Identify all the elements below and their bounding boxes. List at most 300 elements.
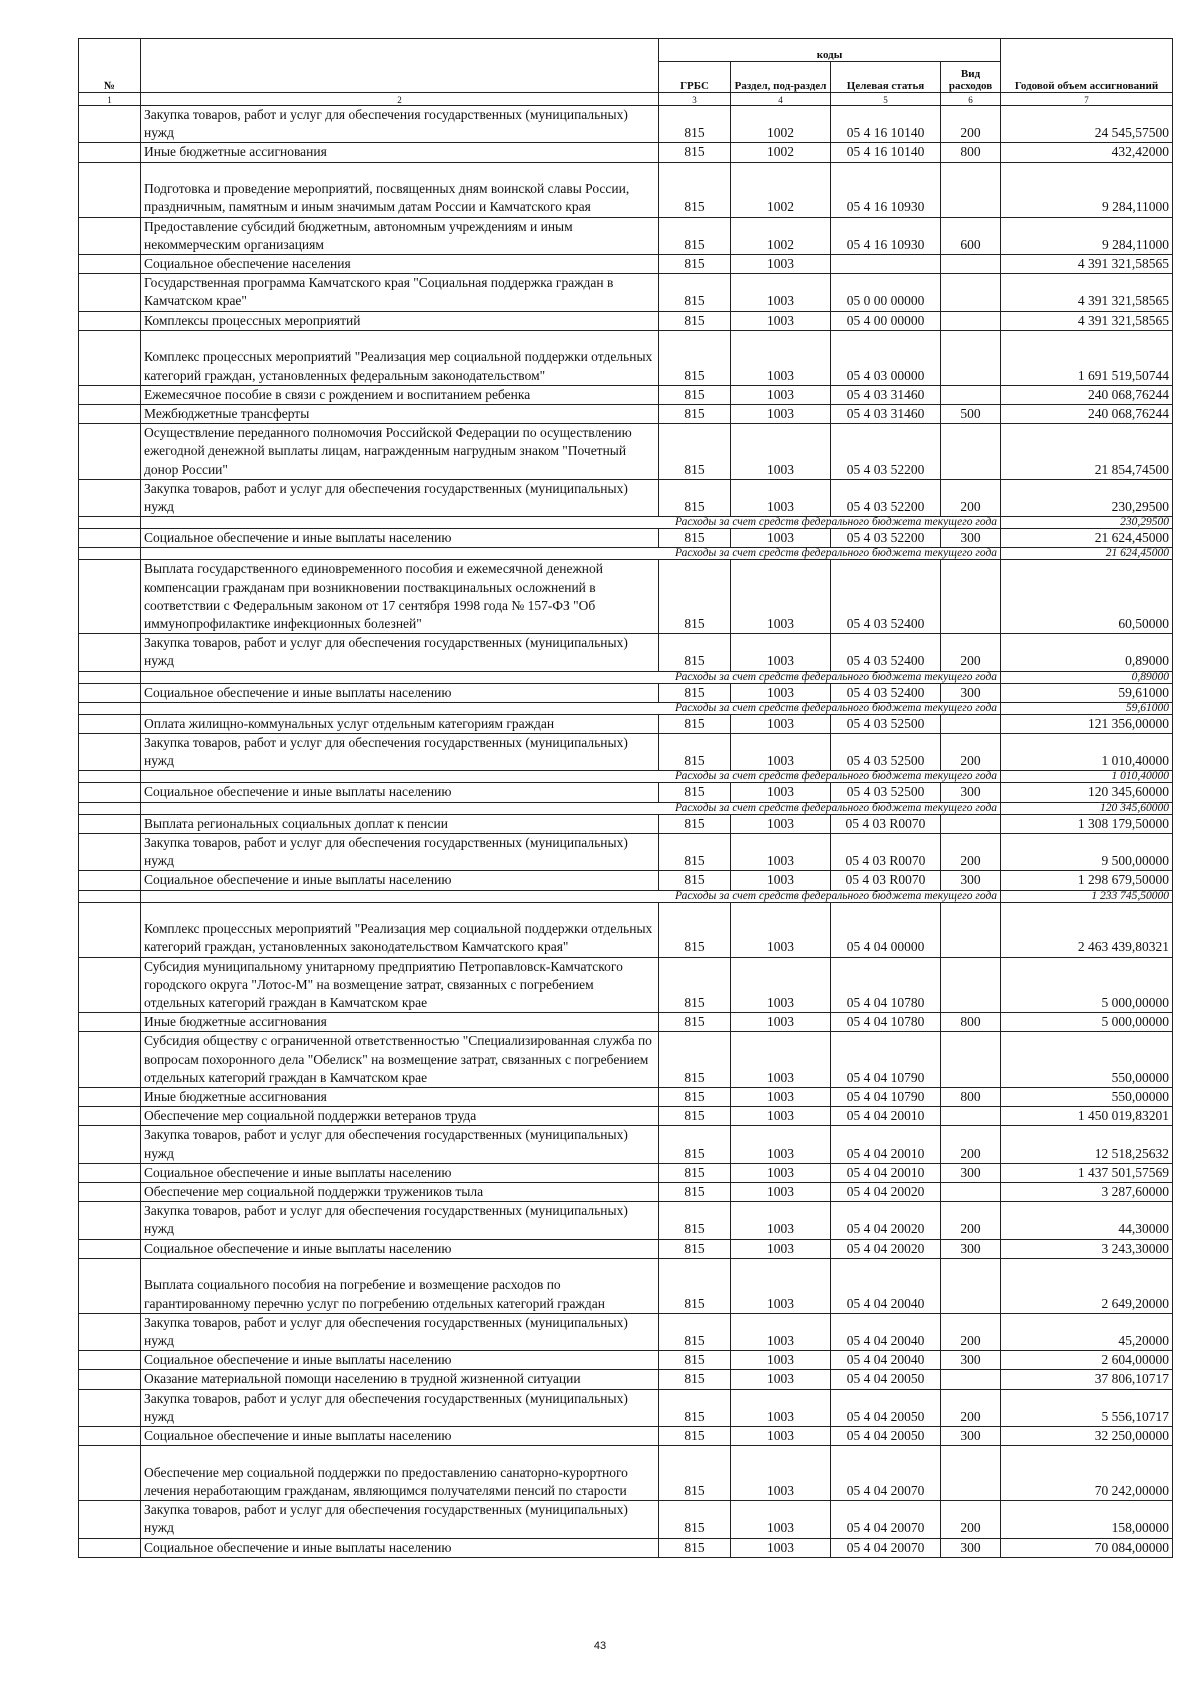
row-grbs: 815 — [659, 106, 731, 143]
row-name: Социальное обеспечение и иные выплаты населению — [141, 1351, 659, 1370]
row-name: Расходы за счет средств федерального бюджета текущего года — [141, 702, 1001, 714]
row-grbs: 815 — [659, 255, 731, 274]
row-section: 1002 — [731, 143, 831, 162]
row-expense-type — [941, 385, 1001, 404]
row-target-article: 05 4 03 31460 — [831, 385, 941, 404]
row-grbs: 815 — [659, 1013, 731, 1032]
row-name: Закупка товаров, работ и услуг для обеспечения государственных (муниципальных) нужд — [141, 734, 659, 771]
row-target-article: 05 4 03 52200 — [831, 529, 941, 548]
row-target-article: 05 4 03 52500 — [831, 714, 941, 733]
table-row — [79, 1501, 1173, 1538]
row-number-cell — [79, 1202, 141, 1239]
table-row — [79, 783, 1173, 802]
row-number-cell — [79, 1107, 141, 1126]
table-row — [79, 1202, 1173, 1239]
row-name: Расходы за счет средств федерального бюджета текущего года — [141, 548, 1001, 560]
row-number-cell — [79, 143, 141, 162]
row-amount: 1 437 501,57569 — [1001, 1163, 1173, 1182]
row-target-article: 05 0 00 00000 — [831, 274, 941, 311]
row-section: 1003 — [731, 479, 831, 516]
row-number-cell — [79, 771, 141, 783]
row-section: 1003 — [731, 871, 831, 890]
row-name: Социальное обеспечение и иные выплаты населению — [141, 1239, 659, 1258]
row-number-cell — [79, 1389, 141, 1426]
table-row — [79, 1107, 1173, 1126]
row-grbs: 815 — [659, 957, 731, 1013]
table-row — [79, 330, 1173, 385]
row-expense-type — [941, 902, 1001, 957]
row-amount: 21 624,45000 — [1001, 529, 1173, 548]
row-expense-type: 800 — [941, 143, 1001, 162]
row-section: 1003 — [731, 714, 831, 733]
row-section: 1003 — [731, 330, 831, 385]
row-amount: 0,89000 — [1001, 671, 1173, 683]
row-number-cell — [79, 1258, 141, 1313]
row-name: Обеспечение мер социальной поддержки ветеранов труда — [141, 1107, 659, 1126]
row-target-article — [831, 255, 941, 274]
row-number-cell — [79, 1501, 141, 1538]
row-amount: 1 450 019,83201 — [1001, 1107, 1173, 1126]
table-row — [79, 1032, 1173, 1088]
row-name: Расходы за счет средств федерального бюджета текущего года — [141, 802, 1001, 814]
row-name: Осуществление переданного полномочия Российской Федерации по осуществлению ежегодной денежной выплаты лицам, награжденным нагрудным знаком "Почетный донор России" — [141, 424, 659, 480]
row-grbs: 815 — [659, 871, 731, 890]
row-section: 1003 — [731, 405, 831, 424]
row-amount: 121 356,00000 — [1001, 714, 1173, 733]
row-name: Социальное обеспечение и иные выплаты населению — [141, 1538, 659, 1557]
table-row — [79, 1013, 1173, 1032]
table-row — [79, 814, 1173, 833]
row-section: 1003 — [731, 1107, 831, 1126]
row-expense-type: 200 — [941, 734, 1001, 771]
row-name: Расходы за счет средств федерального бюджета текущего года — [141, 671, 1001, 683]
table-row — [79, 560, 1173, 634]
row-grbs: 815 — [659, 1351, 731, 1370]
row-amount: 70 242,00000 — [1001, 1446, 1173, 1501]
row-amount: 230,29500 — [1001, 517, 1173, 529]
row-expense-type: 300 — [941, 1426, 1001, 1445]
row-section: 1003 — [731, 1446, 831, 1501]
row-number-cell — [79, 1446, 141, 1501]
table-row — [79, 1446, 1173, 1501]
row-name: Расходы за счет средств федерального бюджета текущего года — [141, 771, 1001, 783]
row-target-article: 05 4 03 52200 — [831, 424, 941, 480]
row-amount: 240 068,76244 — [1001, 385, 1173, 404]
row-number-cell — [79, 1087, 141, 1106]
row-name: Закупка товаров, работ и услуг для обеспечения государственных (муниципальных) нужд — [141, 479, 659, 516]
row-section: 1003 — [731, 833, 831, 870]
row-section: 1003 — [731, 634, 831, 671]
row-number-cell — [79, 405, 141, 424]
row-target-article: 05 4 03 R0070 — [831, 833, 941, 870]
row-grbs: 815 — [659, 1258, 731, 1313]
row-number-cell — [79, 1163, 141, 1182]
table-row — [79, 1182, 1173, 1201]
page-number: 43 — [593, 1640, 607, 1652]
table-row — [79, 1258, 1173, 1313]
row-number-cell — [79, 671, 141, 683]
table-row — [79, 162, 1173, 217]
table-row — [79, 1313, 1173, 1350]
row-section: 1003 — [731, 1538, 831, 1557]
row-target-article: 05 4 03 52400 — [831, 634, 941, 671]
federal-budget-row — [79, 548, 1173, 560]
row-number-cell — [79, 902, 141, 957]
row-section: 1003 — [731, 1258, 831, 1313]
row-grbs: 815 — [659, 1202, 731, 1239]
federal-budget-row — [79, 671, 1173, 683]
row-name: Социальное обеспечение и иные выплаты населению — [141, 1426, 659, 1445]
row-section: 1003 — [731, 957, 831, 1013]
column-number: 7 — [1001, 93, 1173, 106]
row-target-article: 05 4 03 52400 — [831, 683, 941, 702]
column-number: 4 — [731, 93, 831, 106]
row-target-article: 05 4 04 20010 — [831, 1163, 941, 1182]
table-row — [79, 529, 1173, 548]
header-codes: коды — [659, 39, 1001, 62]
row-amount: 120 345,60000 — [1001, 783, 1173, 802]
row-expense-type: 300 — [941, 683, 1001, 702]
row-amount: 24 545,57500 — [1001, 106, 1173, 143]
row-name: Выплата государственного единовременного пособия и ежемесячной денежной компенсации гражданам при возникновении поствакцинальных осложнений в соответствии с Федеральным законом от 17 сентября 1998 года № 157-ФЗ "Об иммунопрофилактике инфекционных болезней" — [141, 560, 659, 634]
row-expense-type: 200 — [941, 1501, 1001, 1538]
row-name: Оказание материальной помощи населению в трудной жизненной ситуации — [141, 1370, 659, 1389]
row-name: Социальное обеспечение и иные выплаты населению — [141, 683, 659, 702]
row-target-article: 05 4 04 20020 — [831, 1182, 941, 1201]
row-grbs: 815 — [659, 814, 731, 833]
row-number-cell — [79, 783, 141, 802]
row-amount: 550,00000 — [1001, 1087, 1173, 1106]
row-amount: 59,61000 — [1001, 683, 1173, 702]
row-expense-type: 200 — [941, 479, 1001, 516]
header-section: Раздел, под-раздел — [731, 62, 831, 93]
federal-budget-row — [79, 890, 1173, 902]
row-expense-type: 200 — [941, 833, 1001, 870]
row-section: 1003 — [731, 1087, 831, 1106]
row-expense-type: 300 — [941, 871, 1001, 890]
row-name: Социальное обеспечение и иные выплаты населению — [141, 529, 659, 548]
row-name: Субсидия обществу с ограниченной ответственностью "Специализированная служба по вопросам похоронного дела "Обелиск" на возмещение затрат, связанных с погребением отдельных категорий граждан в Камчатском крае — [141, 1032, 659, 1088]
row-expense-type: 200 — [941, 1313, 1001, 1350]
budget-allocation-table — [78, 38, 1173, 1558]
row-section: 1003 — [731, 1013, 831, 1032]
row-number-cell — [79, 1370, 141, 1389]
header-expense-type: Вид расходов — [941, 62, 1001, 93]
row-grbs: 815 — [659, 833, 731, 870]
federal-budget-row — [79, 802, 1173, 814]
row-target-article: 05 4 04 10780 — [831, 957, 941, 1013]
row-target-article: 05 4 04 20020 — [831, 1239, 941, 1258]
row-number-cell — [79, 330, 141, 385]
table-row — [79, 1126, 1173, 1163]
row-grbs: 815 — [659, 902, 731, 957]
table-row — [79, 311, 1173, 330]
row-grbs: 815 — [659, 783, 731, 802]
table-row — [79, 106, 1173, 143]
table-row — [79, 1370, 1173, 1389]
row-amount: 9 500,00000 — [1001, 833, 1173, 870]
row-target-article: 05 4 04 20050 — [831, 1389, 941, 1426]
row-section: 1003 — [731, 1426, 831, 1445]
row-name: Закупка товаров, работ и услуг для обеспечения государственных (муниципальных) нужд — [141, 1389, 659, 1426]
row-number-cell — [79, 714, 141, 733]
row-expense-type — [941, 957, 1001, 1013]
row-number-cell — [79, 871, 141, 890]
row-amount: 37 806,10717 — [1001, 1370, 1173, 1389]
table-row — [79, 1163, 1173, 1182]
row-number-cell — [79, 1126, 141, 1163]
row-expense-type — [941, 714, 1001, 733]
row-section: 1003 — [731, 1182, 831, 1201]
row-number-cell — [79, 1313, 141, 1350]
row-number-cell — [79, 702, 141, 714]
row-grbs: 815 — [659, 683, 731, 702]
row-grbs: 815 — [659, 1087, 731, 1106]
column-number: 3 — [659, 93, 731, 106]
table-row — [79, 902, 1173, 957]
row-name: Иные бюджетные ассигнования — [141, 1013, 659, 1032]
row-expense-type: 600 — [941, 217, 1001, 254]
row-name: Субсидия муниципальному унитарному предприятию Петропавловск-Камчатского городского округа "Лотос-М" на возмещение затрат, связанных с погребением отдельных категорий граждан в Камчатском крае — [141, 957, 659, 1013]
row-section: 1003 — [731, 255, 831, 274]
row-number-cell — [79, 683, 141, 702]
row-expense-type — [941, 330, 1001, 385]
row-grbs: 815 — [659, 217, 731, 254]
row-section: 1003 — [731, 814, 831, 833]
row-amount: 1 233 745,50000 — [1001, 890, 1173, 902]
table-row — [79, 385, 1173, 404]
row-amount: 230,29500 — [1001, 479, 1173, 516]
row-number-cell — [79, 890, 141, 902]
column-number: 2 — [141, 93, 659, 106]
row-grbs: 815 — [659, 1107, 731, 1126]
row-amount: 32 250,00000 — [1001, 1426, 1173, 1445]
row-name: Закупка товаров, работ и услуг для обеспечения государственных (муниципальных) нужд — [141, 1501, 659, 1538]
row-amount: 1 010,40000 — [1001, 734, 1173, 771]
federal-budget-row — [79, 771, 1173, 783]
federal-budget-row — [79, 517, 1173, 529]
row-grbs: 815 — [659, 143, 731, 162]
row-number-cell — [79, 1182, 141, 1201]
row-amount: 4 391 321,58565 — [1001, 255, 1173, 274]
row-section: 1003 — [731, 424, 831, 480]
column-number: 1 — [79, 93, 141, 106]
table-row — [79, 1087, 1173, 1106]
row-amount: 120 345,60000 — [1001, 802, 1173, 814]
row-section: 1003 — [731, 1351, 831, 1370]
row-name: Оплата жилищно-коммунальных услуг отдельным категориям граждан — [141, 714, 659, 733]
row-number-cell — [79, 529, 141, 548]
row-expense-type: 300 — [941, 1163, 1001, 1182]
row-name: Расходы за счет средств федерального бюджета текущего года — [141, 890, 1001, 902]
row-number-cell — [79, 1351, 141, 1370]
row-section: 1003 — [731, 734, 831, 771]
row-expense-type: 300 — [941, 1538, 1001, 1557]
row-name: Иные бюджетные ассигнования — [141, 1087, 659, 1106]
row-target-article: 05 4 03 52200 — [831, 479, 941, 516]
row-grbs: 815 — [659, 330, 731, 385]
row-section: 1002 — [731, 106, 831, 143]
row-grbs: 815 — [659, 1163, 731, 1182]
row-target-article: 05 4 04 20070 — [831, 1538, 941, 1557]
row-number-cell — [79, 957, 141, 1013]
row-expense-type — [941, 1258, 1001, 1313]
row-name: Государственная программа Камчатского края "Социальная поддержка граждан в Камчатском крае" — [141, 274, 659, 311]
row-target-article: 05 4 03 R0070 — [831, 871, 941, 890]
row-amount: 9 284,11000 — [1001, 162, 1173, 217]
table-row — [79, 683, 1173, 702]
row-expense-type — [941, 274, 1001, 311]
row-name: Социальное обеспечение и иные выплаты населению — [141, 871, 659, 890]
row-amount: 59,61000 — [1001, 702, 1173, 714]
row-grbs: 815 — [659, 385, 731, 404]
row-name: Подготовка и проведение мероприятий, посвященных дням воинской славы России, праздничным, памятным и иным значимым датам России и Камчатского края — [141, 162, 659, 217]
row-amount: 5 000,00000 — [1001, 1013, 1173, 1032]
row-target-article: 05 4 04 10790 — [831, 1087, 941, 1106]
row-grbs: 815 — [659, 1538, 731, 1557]
row-name: Предоставление субсидий бюджетным, автономным учреждениям и иным некоммерческим организациям — [141, 217, 659, 254]
row-name: Социальное обеспечение населения — [141, 255, 659, 274]
row-expense-type — [941, 162, 1001, 217]
row-amount: 1 691 519,50744 — [1001, 330, 1173, 385]
row-number-cell — [79, 802, 141, 814]
row-amount: 45,20000 — [1001, 1313, 1173, 1350]
column-number: 6 — [941, 93, 1001, 106]
row-amount: 2 604,00000 — [1001, 1351, 1173, 1370]
row-grbs: 815 — [659, 560, 731, 634]
row-number-cell — [79, 217, 141, 254]
row-amount: 1 010,40000 — [1001, 771, 1173, 783]
row-section: 1003 — [731, 274, 831, 311]
row-section: 1003 — [731, 385, 831, 404]
table-row — [79, 634, 1173, 671]
row-grbs: 815 — [659, 1126, 731, 1163]
row-name: Комплексы процессных мероприятий — [141, 311, 659, 330]
row-section: 1003 — [731, 560, 831, 634]
table-row — [79, 217, 1173, 254]
row-grbs: 815 — [659, 1426, 731, 1445]
row-grbs: 815 — [659, 1032, 731, 1088]
table-row — [79, 1239, 1173, 1258]
table-row — [79, 714, 1173, 733]
row-target-article: 05 4 16 10140 — [831, 143, 941, 162]
row-expense-type: 300 — [941, 529, 1001, 548]
table-row — [79, 143, 1173, 162]
row-target-article: 05 4 03 52400 — [831, 560, 941, 634]
row-amount: 12 518,25632 — [1001, 1126, 1173, 1163]
row-number-cell — [79, 311, 141, 330]
row-grbs: 815 — [659, 1313, 731, 1350]
row-amount: 4 391 321,58565 — [1001, 311, 1173, 330]
row-section: 1003 — [731, 1239, 831, 1258]
row-target-article: 05 4 04 20020 — [831, 1202, 941, 1239]
row-number-cell — [79, 734, 141, 771]
row-expense-type: 800 — [941, 1087, 1001, 1106]
row-target-article: 05 4 00 00000 — [831, 311, 941, 330]
row-number-cell — [79, 385, 141, 404]
table-row — [79, 424, 1173, 480]
row-target-article: 05 4 16 10930 — [831, 162, 941, 217]
row-target-article: 05 4 03 31460 — [831, 405, 941, 424]
row-amount: 3 243,30000 — [1001, 1239, 1173, 1258]
row-grbs: 815 — [659, 529, 731, 548]
row-section: 1003 — [731, 1163, 831, 1182]
row-section: 1002 — [731, 162, 831, 217]
row-target-article: 05 4 04 20050 — [831, 1370, 941, 1389]
table-row — [79, 957, 1173, 1013]
column-number: 5 — [831, 93, 941, 106]
row-section: 1003 — [731, 783, 831, 802]
row-name: Закупка товаров, работ и услуг для обеспечения государственных (муниципальных) нужд — [141, 1202, 659, 1239]
row-grbs: 815 — [659, 1182, 731, 1201]
row-name: Закупка товаров, работ и услуг для обеспечения государственных (муниципальных) нужд — [141, 634, 659, 671]
row-section: 1003 — [731, 683, 831, 702]
row-grbs: 815 — [659, 405, 731, 424]
row-grbs: 815 — [659, 1389, 731, 1426]
table-row — [79, 405, 1173, 424]
row-amount: 5 000,00000 — [1001, 957, 1173, 1013]
row-number-cell — [79, 1013, 141, 1032]
row-section: 1003 — [731, 1032, 831, 1088]
row-number-cell — [79, 1538, 141, 1557]
row-grbs: 815 — [659, 734, 731, 771]
row-expense-type — [941, 255, 1001, 274]
header-grbs: ГРБС — [659, 62, 731, 93]
row-number-cell — [79, 517, 141, 529]
row-target-article: 05 4 04 10790 — [831, 1032, 941, 1088]
row-amount: 21 854,74500 — [1001, 424, 1173, 480]
row-target-article: 05 4 03 52500 — [831, 783, 941, 802]
row-name: Межбюджетные трансферты — [141, 405, 659, 424]
row-expense-type: 200 — [941, 634, 1001, 671]
table-row — [79, 1351, 1173, 1370]
row-expense-type — [941, 814, 1001, 833]
row-expense-type — [941, 1107, 1001, 1126]
row-amount: 550,00000 — [1001, 1032, 1173, 1088]
table-row — [79, 255, 1173, 274]
header-number: № — [79, 39, 141, 93]
row-amount: 2 649,20000 — [1001, 1258, 1173, 1313]
row-name: Ежемесячное пособие в связи с рождением и воспитанием ребенка — [141, 385, 659, 404]
row-number-cell — [79, 106, 141, 143]
row-grbs: 815 — [659, 1446, 731, 1501]
row-name: Обеспечение мер социальной поддержки по предоставлению санаторно-курортного лечения неработающим гражданам, являющимся получателями пенсий по старости — [141, 1446, 659, 1501]
row-section: 1003 — [731, 311, 831, 330]
row-number-cell — [79, 1032, 141, 1088]
row-number-cell — [79, 814, 141, 833]
row-expense-type — [941, 1182, 1001, 1201]
row-grbs: 815 — [659, 311, 731, 330]
row-grbs: 815 — [659, 274, 731, 311]
row-amount: 1 298 679,50000 — [1001, 871, 1173, 890]
row-expense-type: 200 — [941, 1202, 1001, 1239]
table-row — [79, 1426, 1173, 1445]
table-row — [79, 734, 1173, 771]
table-row — [79, 1389, 1173, 1426]
row-target-article: 05 4 04 20010 — [831, 1126, 941, 1163]
row-target-article: 05 4 04 20040 — [831, 1258, 941, 1313]
row-grbs: 815 — [659, 1370, 731, 1389]
row-expense-type — [941, 311, 1001, 330]
table-row — [79, 871, 1173, 890]
row-target-article: 05 4 04 20070 — [831, 1501, 941, 1538]
row-number-cell — [79, 162, 141, 217]
row-amount: 70 084,00000 — [1001, 1538, 1173, 1557]
table-row — [79, 479, 1173, 516]
row-expense-type: 300 — [941, 1351, 1001, 1370]
row-amount: 0,89000 — [1001, 634, 1173, 671]
row-grbs: 815 — [659, 479, 731, 516]
